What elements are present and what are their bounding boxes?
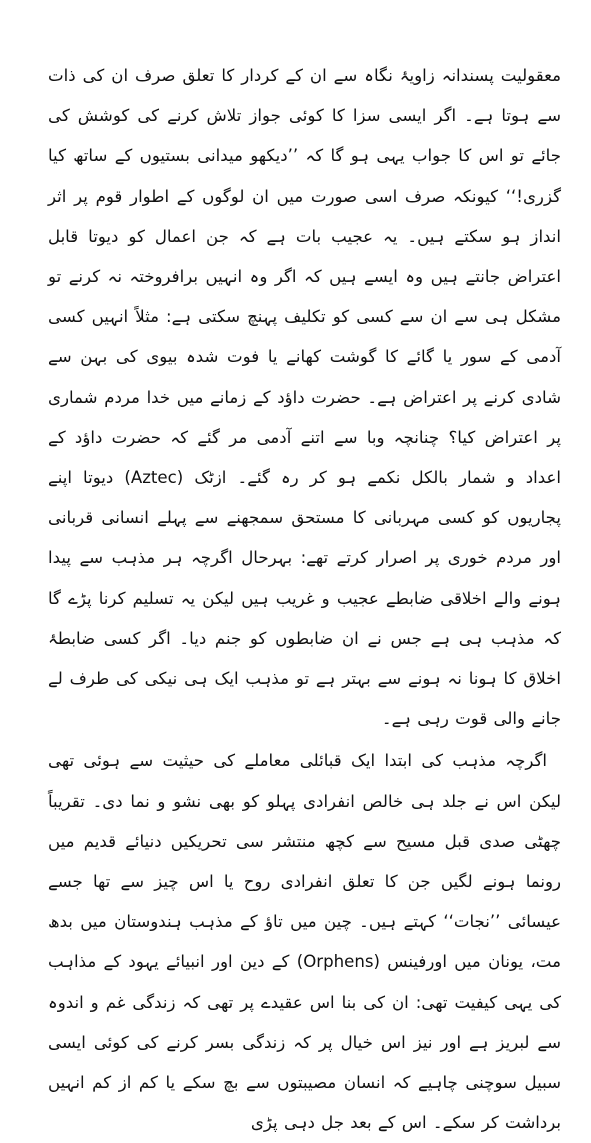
paragraph-2: اگرچہ مذہب کی ابتدا ایک قبائلی معاملے کی حیثیت سے ہوئی تھی لیکن اس نے جلد ہی خالص انفرادی پہلو کو بھی نشو و نما دی۔ تقریباً چھٹی صدی قبل مسیح سے کچھ منتشر سی تحریکیں دنیائے قدیم میں رونما ہونے لگیں جن کا تعلق انفرادی روح یا اس چیز سے تھا جسے عیسائی ’’نجات‘‘ کہتے ہیں۔ چین میں تاؤ کے مذہب ہندوستان میں بدھ مت، یونان میں اورفینس (Orphens) کے دین اور انبیائے یہود کے مذاہب کی یہی کیفیت تھی: ان کی بنا اس عقیدے پر تھی کہ زندگی غم و اندوہ سے لبریز ہے اور نیز اس خیال پر کہ زندگی بسر کرنے کی کوئی ایسی سبیل سوچنی چاہیے کہ انسان مصیبتوں سے بچ سکے یا کم از کم انہیں برداشت کر سکے۔ اس کے بعد جل دہی پڑی: [48, 751, 561, 1133]
paragraph-1: معقولیت پسندانہ زاویۂ نگاہ سے ان کے کردار کا تعلق صرف ان کی ذات سے ہوتا ہے۔ اگر ایسی سزا کا کوئی جواز تلاش کرنے کی کوشش کی جائے تو اس کا جواب یہی ہو گا کہ ’’دیکھو میدانی بستیوں کے ساتھ کیا گزری!‘‘ کیونکہ صرف اسی صورت میں ان لوگوں کے اطوار قوم پر اثر انداز ہو سکتے ہیں۔ یہ عجیب بات ہے کہ جن اعمال کو دیوتا قابل اعتراض جانتے ہیں وہ ایسے ہیں کہ اگر وہ انہیں برافروختہ نہ کرنے تو مشکل ہی سے ان سے کسی کو تکلیف پہنچ سکتی ہے: مثلاً انہیں کسی آدمی کے سور یا گائے کا گوشت کھانے یا فوت شدہ بیوی کی بہن سے شادی کرنے پر اعتراض ہے۔ حضرت داؤد کے زمانے میں خدا مردم شماری پر اعتراض کیا؟ چنانچہ وبا سے اتنے آدمی مر گئے کہ حضرت داؤد کے اعداد و شمار بالکل نکمے ہو کر رہ گئے۔ ازٹک (Aztec) دیوتا اپنے پجاریوں کو کسی مہربانی کا مستحق سمجھنے سے پہلے انسانی قربانی اور مردم خوری پر اصرار کرتے تھے: بہرحال اگرچہ ہر مذہب سے پیدا ہونے والے اخلاقی ضابطے عجیب و غریب ہیں لیکن یہ تسلیم کرنا پڑے گا کہ مذہب ہی ہے جس نے ان ضابطوں کو جنم دیا۔ اگر کسی ضابطۂ اخلاق کا ہونا نہ ہونے سے بہتر ہے تو مذہب ایک ہی نیکی کی طرف لے جانے والی قوت رہی ہے۔: [48, 66, 561, 729]
